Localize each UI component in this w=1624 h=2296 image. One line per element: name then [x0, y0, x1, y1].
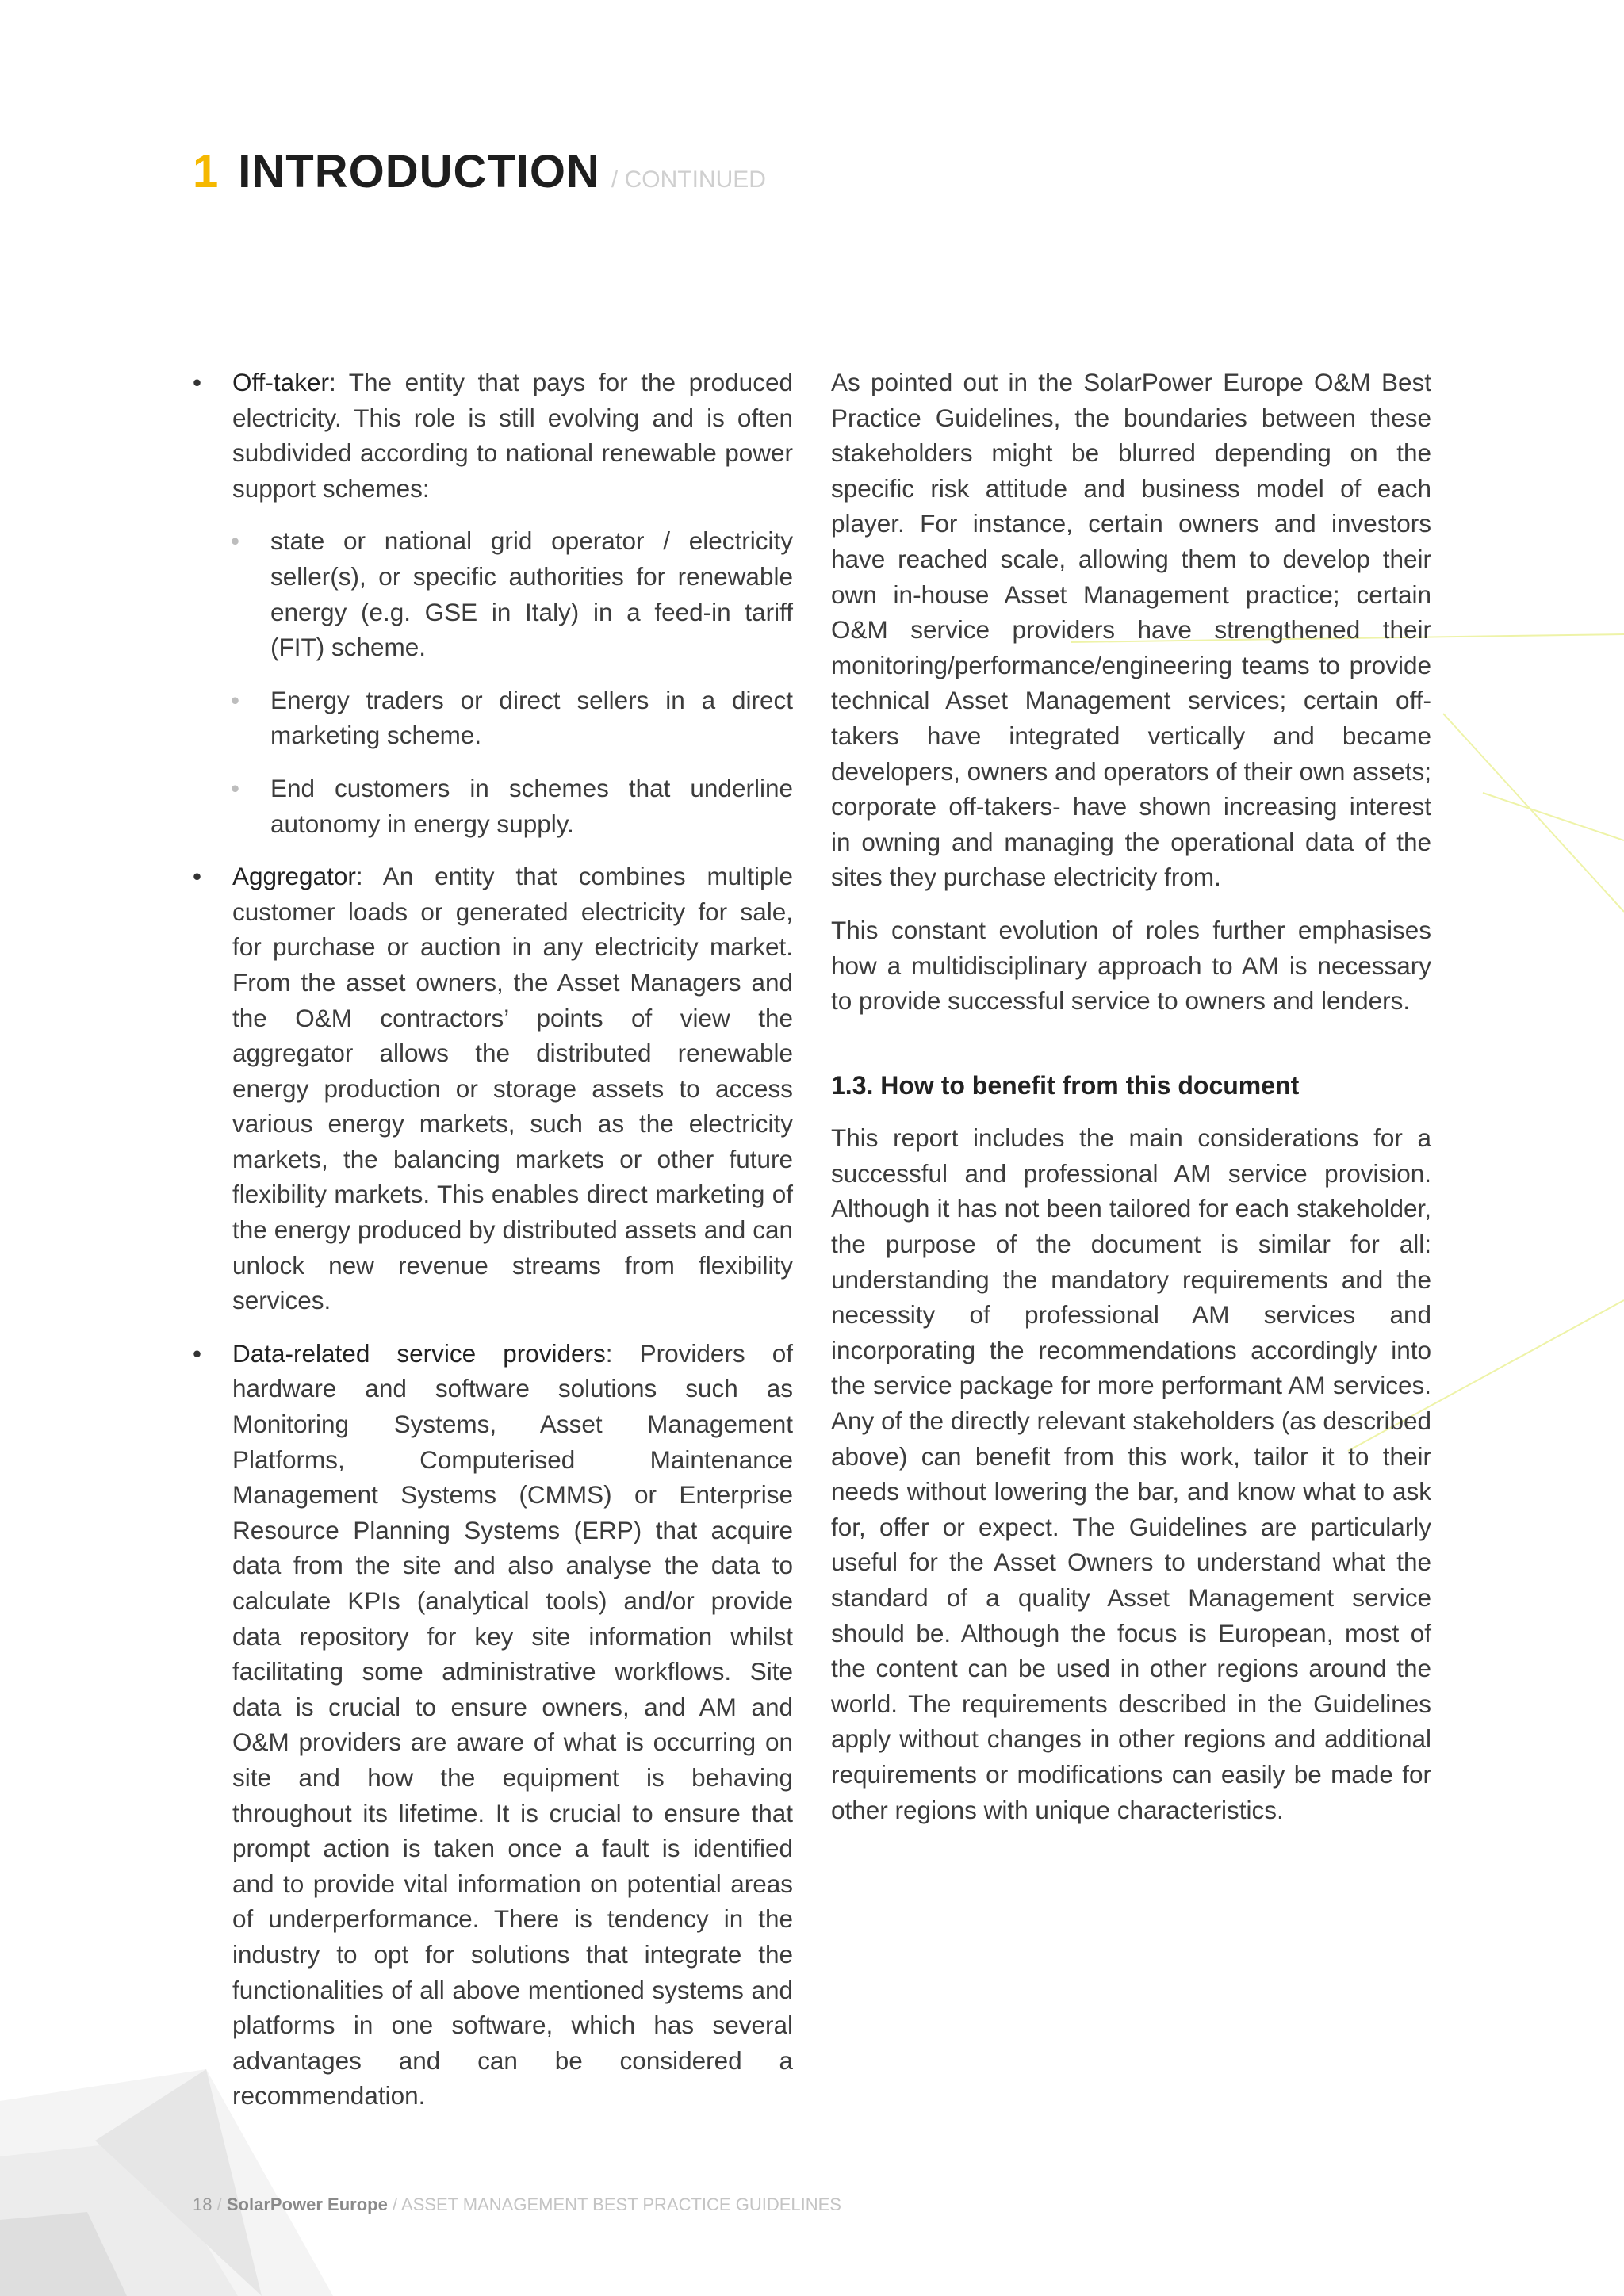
definition-aggregator: : An entity that combines multiple customer loads or generated electricity for sale, for purchase or auction in any electricity market. From the asset owners, the Asset Managers and the O&M contractors’ points of view the aggregator allows the distributed renewable energy production or storage assets to access various energy markets, such as the electricity markets, the balancing markets or other future flexibility markets. This enables direct marketing of the energy produced by distributed assets and can unlock new revenue streams from flexibility services. [232, 862, 793, 1315]
sub-bullet-mark: • [231, 773, 240, 802]
off-taker-subitems [232, 523, 793, 841]
footer-brand: SolarPower Europe [226, 2195, 388, 2214]
definition-off-taker: : The entity that pays for the produced electricity. This role is still evolving and is often subdivided according to national renewable power support schemes: [232, 368, 793, 503]
definition-data-service-providers: : Providers of hardware and software solutions such as Monitoring Systems, Asset Management Platforms, Computerised Maintenance Management Systems (CMMS) or Enterprise Resource Planning Systems (ERP) that acquire data from the site and also analyse the data to calculate KPIs (analytical tools) and/or provide data repository for key site information whilst facilitating some administrative workflows. Site data is crucial to ensure owners, and AM and O&M providers are aware of what is occurring on site and how the equipment is behaving throughout its lifetime. It is crucial to ensure that prompt action is taken once a fault is identified and to provide vital information on potential areas of underperformance. There is tendency in the industry to opt for solutions that integrate the functionalities of all above mentioned systems and platforms in one software, which has several advantages and can be considered a recommendation. [232, 1338, 793, 2110]
paragraph-roles-evolution: This constant evolution of roles further emphasises how a multidisciplinary approach to AM is necessary to provide successful service to owners and lenders. [831, 915, 1431, 1016]
right-column [831, 365, 1431, 1827]
section-number: 1 [193, 146, 220, 197]
page-number: 18 [193, 2195, 213, 2214]
bullet-off-taker [193, 365, 793, 841]
bullet-aggregator [193, 859, 793, 1318]
subsection-heading: 1.3. How to benefit from this document [831, 1070, 1300, 1100]
bullet-data-service-providers [193, 1336, 793, 2114]
section-title: INTRODUCTION [238, 146, 600, 197]
section-subtitle: / CONTINUED [611, 166, 766, 193]
section-header [193, 145, 766, 198]
paragraph-how-to-benefit: This report includes the main considerations for a successful and professional AM service provision. Although it has not been tailored for each stakeholder, the purpose of the document is similar for all: understanding the mandatory requirements and the necessity of professional AM services and incorporating the recommendations accordingly into the service package for more performant AM services. Any of the directly relevant stakeholders (as described above) can benefit from this work, tailor it to their needs without lowering the bar, and know what to ask for, offer or expect. The Guidelines are particularly useful for the Asset Owners to understand what the standard of a quality Asset Management service should be. Although the focus is European, most of the content can be used in other regions around the world. The requirements described in the Guidelines apply without changes in other regions and additional requirements or modifications can easily be made for other regions with unique characteristics. [831, 1123, 1431, 1824]
sub-bullet-mark: • [231, 526, 240, 556]
page-footer [193, 2195, 841, 2215]
bullet-mark: • [193, 1338, 202, 1368]
sub-item-grid-operator [193, 523, 793, 664]
sub-bullet-mark: • [231, 685, 240, 714]
sub-item-end-customers [193, 771, 793, 841]
sub-item-text: state or national grid operator / electricity seller(s), or specific authorities for renewable energy (e.g. GSE in Italy) in a feed-in tariff (FIT) scheme. [270, 526, 793, 662]
sub-item-text: Energy traders or direct sellers in a direct marketing scheme. [270, 685, 793, 750]
footer-separator: / [216, 2195, 222, 2214]
sub-item-energy-traders [193, 683, 793, 753]
footer-document-title: / ASSET MANAGEMENT BEST PRACTICE GUIDELINES [392, 2195, 841, 2214]
term-aggregator: Aggregator [232, 862, 356, 891]
bullet-mark: • [193, 368, 202, 396]
left-column [193, 365, 793, 2131]
bullet-mark: • [193, 862, 202, 891]
term-off-taker: Off-taker [232, 368, 329, 396]
sub-item-text: End customers in schemes that underline autonomy in energy supply. [270, 773, 793, 838]
term-data-service-providers: Data-related service providers [232, 1338, 606, 1368]
paragraph-stakeholder-boundaries: As pointed out in the SolarPower Europe O&M Best Practice Guidelines, the boundaries between these stakeholders might be blurred depending on the specific risk attitude and business model of each player. For instance, certain owners and investors have reached scale, allowing them to develop their own in-house Asset Management practice; certain O&M service providers have strengthened their monitoring/performance/engineering teams to provide technical Asset Management services; certain off-takers have integrated vertically and became developers, owners and operators of their own assets; corporate off-takers- have shown increasing interest in owning and managing the operational data of the sites they purchase electricity from. [831, 368, 1431, 892]
